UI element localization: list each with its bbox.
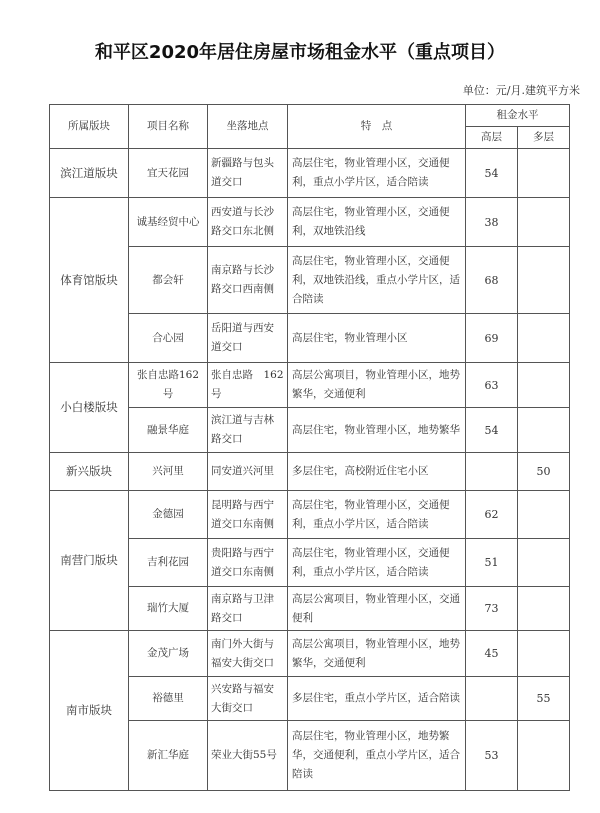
- feature-cell: 高层住宅，物业管理小区，交通便利，重点小学片区，适合陪读: [288, 491, 466, 539]
- high-rent-cell: 69: [466, 314, 518, 363]
- high-rent-cell: 54: [466, 149, 518, 198]
- district-cell: 体育馆版块: [50, 198, 129, 363]
- header-feature: 特 点: [288, 105, 466, 149]
- location-cell: 同安道兴河里: [208, 453, 288, 491]
- high-rent-cell: 68: [466, 247, 518, 314]
- feature-cell: 高层住宅，物业管理小区，交通便利，重点小学片区，适合陪读: [288, 149, 466, 198]
- feature-cell: 高层公寓项目，物业管理小区，地势繁华，交通便利: [288, 363, 466, 408]
- project-cell: 诚基经贸中心: [129, 198, 208, 247]
- location-cell: 南京路与卫津路交口: [208, 587, 288, 631]
- location-cell: 荣业大街55号: [208, 721, 288, 791]
- location-cell: 滨江道与吉林路交口: [208, 408, 288, 453]
- multi-rent-cell: [518, 587, 570, 631]
- location-cell: 新疆路与包头道交口: [208, 149, 288, 198]
- project-cell: 金茂广场: [129, 631, 208, 677]
- multi-rent-cell: [518, 198, 570, 247]
- multi-rent-cell: [518, 491, 570, 539]
- multi-rent-cell: 50: [518, 453, 570, 491]
- multi-rent-cell: 55: [518, 677, 570, 721]
- multi-rent-cell: [518, 408, 570, 453]
- high-rent-cell: 62: [466, 491, 518, 539]
- multi-rent-cell: [518, 247, 570, 314]
- feature-cell: 高层住宅，物业管理小区: [288, 314, 466, 363]
- project-cell: 瑞竹大厦: [129, 587, 208, 631]
- feature-cell: 高层住宅，物业管理小区，地势繁华: [288, 408, 466, 453]
- header-location: 坐落地点: [208, 105, 288, 149]
- location-cell: 兴安路与福安大街交口: [208, 677, 288, 721]
- high-rent-cell: 51: [466, 539, 518, 587]
- header-district: 所属版块: [50, 105, 129, 149]
- high-rent-cell: 54: [466, 408, 518, 453]
- multi-rent-cell: [518, 539, 570, 587]
- district-cell: 滨江道版块: [50, 149, 129, 198]
- multi-rent-cell: [518, 363, 570, 408]
- location-cell: 西安道与长沙路交口东北侧: [208, 198, 288, 247]
- project-cell: 张自忠路162号: [129, 363, 208, 408]
- table-row: [50, 363, 570, 408]
- multi-rent-cell: [518, 149, 570, 198]
- header-project: 项目名称: [129, 105, 208, 149]
- feature-cell: 高层住宅，物业管理小区，交通便利，双地铁沿线，重点小学片区，适合陪读: [288, 247, 466, 314]
- district-cell: 小白楼版块: [50, 363, 129, 453]
- project-cell: 宜天花园: [129, 149, 208, 198]
- location-cell: 昆明路与西宁道交口东南侧: [208, 491, 288, 539]
- project-cell: 都会轩: [129, 247, 208, 314]
- feature-cell: 多层住宅，高校附近住宅小区: [288, 453, 466, 491]
- feature-cell: 高层住宅，物业管理小区，交通便利，重点小学片区，适合陪读: [288, 539, 466, 587]
- feature-cell: 高层公寓项目，物业管理小区，地势繁华，交通便利: [288, 631, 466, 677]
- project-cell: 金德园: [129, 491, 208, 539]
- multi-rent-cell: [518, 721, 570, 791]
- header-high: 高层: [466, 127, 518, 149]
- multi-rent-cell: [518, 314, 570, 363]
- header-multi: 多层: [518, 127, 570, 149]
- project-cell: 裕德里: [129, 677, 208, 721]
- project-cell: 融景华庭: [129, 408, 208, 453]
- high-rent-cell: 45: [466, 631, 518, 677]
- project-cell: 兴河里: [129, 453, 208, 491]
- district-cell: 南营门版块: [50, 491, 129, 631]
- high-rent-cell: 38: [466, 198, 518, 247]
- page-title: 和平区2020年居住房屋市场租金水平（重点项目）: [94, 42, 506, 63]
- table-row: [50, 453, 570, 491]
- feature-cell: 高层住宅，物业管理小区，交通便利，双地铁沿线: [288, 198, 466, 247]
- high-rent-cell: [466, 677, 518, 721]
- feature-cell: 高层住宅，物业管理小区，地势繁华，交通便利，重点小学片区，适合陪读: [288, 721, 466, 791]
- location-cell: 南京路与长沙路交口西南侧: [208, 247, 288, 314]
- district-cell: 南市版块: [50, 631, 129, 791]
- multi-rent-cell: [518, 631, 570, 677]
- project-cell: 新汇华庭: [129, 721, 208, 791]
- table-row: [50, 198, 570, 247]
- location-cell: 贵阳路与西宁道交口东南侧: [208, 539, 288, 587]
- table-row: [50, 491, 570, 539]
- project-cell: 合心园: [129, 314, 208, 363]
- location-cell: 南门外大街与福安大街交口: [208, 631, 288, 677]
- high-rent-cell: 53: [466, 721, 518, 791]
- feature-cell: 高层公寓项目，物业管理小区，交通便利: [288, 587, 466, 631]
- project-cell: 吉利花园: [129, 539, 208, 587]
- district-cell: 新兴版块: [50, 453, 129, 491]
- rent-table: [49, 104, 570, 791]
- high-rent-cell: [466, 453, 518, 491]
- location-cell: 张自忠路 162号: [208, 363, 288, 408]
- table-row: [50, 631, 570, 677]
- location-cell: 岳阳道与西安道交口: [208, 314, 288, 363]
- feature-cell: 多层住宅，重点小学片区，适合陪读: [288, 677, 466, 721]
- high-rent-cell: 73: [466, 587, 518, 631]
- unit-note: 单位：元/月.建筑平方米: [462, 84, 580, 97]
- header-rent: 租金水平: [466, 105, 570, 127]
- high-rent-cell: 63: [466, 363, 518, 408]
- header-row: [50, 105, 570, 127]
- table-row: [50, 149, 570, 198]
